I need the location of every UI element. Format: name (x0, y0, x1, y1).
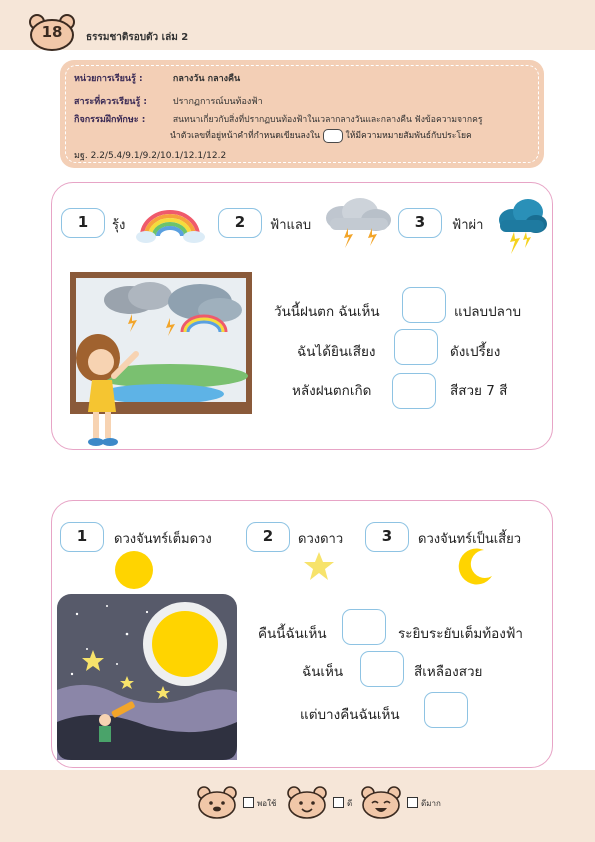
night-sky-illustration (57, 594, 237, 760)
sentence-2-after: ดังเปรี้ยง (450, 344, 501, 360)
option-number-1: 1 (61, 208, 105, 238)
answer-box-night-2[interactable] (360, 651, 404, 687)
content-value: ปรากฏการณ์บนท้องฟ้า (172, 97, 263, 107)
sample-answer-box (323, 129, 343, 143)
rating-label-good: ดี (347, 799, 353, 808)
page-number: 18 (41, 23, 63, 41)
rating-checkbox-very-good[interactable] (407, 797, 418, 808)
girl-at-window-illustration (74, 332, 146, 452)
unit-row (74, 71, 240, 85)
sentence-1-after: แปลบปลาบ (454, 304, 522, 320)
book-title: ธรรมชาติรอบตัว เล่ม 2 (86, 32, 189, 43)
night-sentence-2-after: สีเหลืองสวย (414, 664, 483, 680)
answer-box-day-1[interactable] (402, 287, 446, 323)
lightning-cloud-icon (320, 196, 394, 250)
content-label: สาระที่ควรเรียนรู้ : (74, 97, 147, 107)
activity-row (74, 112, 482, 126)
activity-line-2 (170, 128, 472, 143)
sentence-3-before: หลังฝนตกเกิด (292, 383, 372, 399)
option-number-night-2: 2 (246, 522, 290, 552)
content-row (74, 94, 263, 108)
option-number-2: 2 (218, 208, 262, 238)
unit-label: หน่วยการเรียนรู้ : (74, 74, 143, 84)
full-moon-icon (112, 550, 156, 590)
rating-label-very-good: ดีมาก (421, 799, 441, 808)
answer-box-day-2[interactable] (394, 329, 438, 365)
thunderstorm-icon (496, 196, 548, 256)
rating-checkbox-good[interactable] (333, 797, 344, 808)
option-word-thunder: ฟ้าผ่า (452, 218, 484, 233)
bear-face-neutral-icon (196, 784, 238, 820)
rainbow-icon (134, 204, 206, 244)
rating-checkbox-fair[interactable] (243, 797, 254, 808)
option-word-star: ดวงดาว (298, 532, 344, 547)
sentence-3-after: สีสวย 7 สี (450, 383, 508, 399)
activity-line-2-after: ให้มีความหมายสัมพันธ์กับประโยค (345, 131, 472, 141)
star-icon (302, 550, 336, 582)
activity-line-2-before: นำตัวเลขที่อยู่หน้าคำที่กำหนดเขียนลงใน (170, 131, 321, 141)
sentence-1-before: วันนี้ฝนตก ฉันเห็น (274, 304, 380, 320)
option-number-night-3: 3 (365, 522, 409, 552)
night-sentence-2-before: ฉันเห็น (302, 664, 344, 680)
option-word-lightning: ฟ้าแลบ (270, 218, 312, 233)
answer-box-day-3[interactable] (392, 373, 436, 409)
standards: มฐ. 2.2/5.4/9.1/9.2/10.1/12.1/12.2 (74, 151, 227, 161)
activity-label: กิจกรรมฝึกทักษะ : (74, 115, 146, 125)
rating-label-fair: พอใช้ (257, 799, 277, 808)
night-sentence-1-before: คืนนี้ฉันเห็น (258, 626, 327, 642)
answer-box-night-1[interactable] (342, 609, 386, 645)
night-sentence-3-before: แต่บางคืนฉันเห็น (300, 707, 400, 723)
answer-box-night-3[interactable] (424, 692, 468, 728)
night-sentence-1-after: ระยิบระยับเต็มท้องฟ้า (398, 626, 523, 642)
bear-face-laugh-icon (360, 784, 402, 820)
option-word-full-moon: ดวงจันทร์เต็มดวง (114, 532, 212, 547)
option-number-night-1: 1 (60, 522, 104, 552)
bear-face-smile-icon (286, 784, 328, 820)
sentence-2-before: ฉันได้ยินเสียง (297, 344, 376, 360)
option-number-3: 3 (398, 208, 442, 238)
option-word-rainbow: รุ้ง (112, 218, 126, 233)
activity-line-1: สนทนาเกี่ยวกับสิ่งที่ปรากฏบนท้องฟ้าในเวลากลางวันและกลางคืน ฟังข้อความจากครู (172, 115, 483, 125)
crescent-moon-icon (454, 546, 496, 586)
unit-value: กลางวัน กลางคืน (172, 74, 241, 84)
option-word-crescent: ดวงจันทร์เป็นเสี้ยว (418, 532, 522, 547)
